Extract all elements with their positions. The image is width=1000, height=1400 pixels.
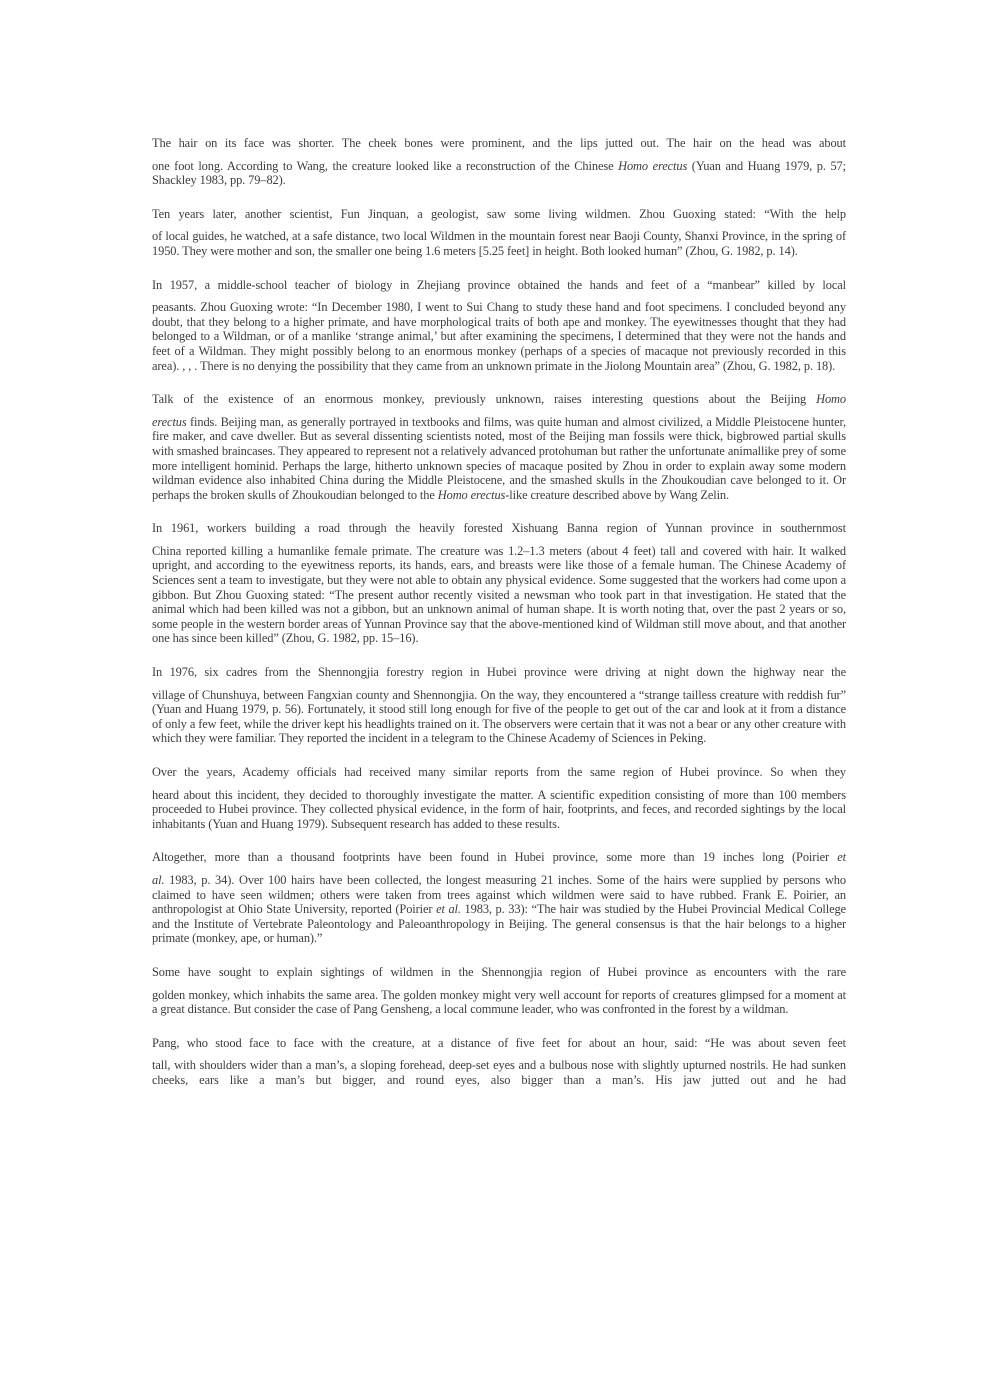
paragraph-first-line bbox=[152, 665, 846, 680]
paragraph bbox=[152, 665, 846, 746]
text-run: The hair on its face was shorter. The cheek bones were prominent, and the lips jutted out. The hair on the head was about bbox=[152, 136, 846, 150]
paragraph-first-line bbox=[152, 521, 846, 536]
paragraph-body bbox=[152, 544, 846, 646]
paragraph-first-line bbox=[152, 278, 846, 293]
text-run: In 1961, workers building a road through the heavily forested Xishuang Banna region of Yunnan province in southernmost bbox=[152, 521, 846, 536]
text-run: -like creature described above by Wang Zelin. bbox=[505, 487, 730, 502]
paragraph bbox=[152, 965, 846, 1017]
paragraph bbox=[152, 765, 846, 831]
paragraph-first-line bbox=[152, 850, 846, 865]
paragraph-first-line bbox=[152, 1036, 846, 1051]
italic-text-run: Homo erectus bbox=[437, 487, 506, 502]
text-run: Ten years later, another scientist, Fun Jinquan, a geologist, saw some living wildmen. Zhou Guoxing stated: “With the help bbox=[152, 206, 846, 221]
paragraph bbox=[152, 850, 846, 946]
italic-text-run: et al. bbox=[436, 902, 461, 917]
text-run: one foot long. According to Wang, the creature looked like a reconstruction of the Chinese bbox=[152, 158, 619, 173]
paragraph bbox=[152, 392, 846, 502]
paragraph-body bbox=[152, 1058, 846, 1087]
text-column bbox=[152, 136, 846, 1107]
text-run: of local guides, he watched, at a safe distance, two local Wildmen in the mountain forest near Baoji County, Shanxi Province, in the spring of 1950. They were mother and son, the smaller one being 1.6 meters [5.25 feet] in height. Both looked human” (Zhou, G. 1982, p. 14). bbox=[152, 229, 846, 258]
paragraph-body bbox=[152, 873, 846, 946]
paragraph-body bbox=[152, 300, 846, 373]
text-run: finds. Beijing man, as generally portrayed in textbooks and films, was quite human and almost civilized, a Middle Pleistocene hunter, fire maker, and cave dweller. But as several dissenting scientists noted, most of the Beijing man fossils were thick, bigbrowed partial skulls with smashed braincases. They appeared to represent not a relatively advanced protohuman but rather the unfortunate animallike prey of some more intelligent hominid. Perhaps the large, hitherto unknown species of macaque posited by Zhou in order to explain away some modern wildman evidence also inhabited China during the Middle Pleistocene, and the smashed skulls in the Zhoukoudian cave belonged to it. Or perhaps the broken skulls of Zhoukoudian belonged to the bbox=[152, 414, 846, 502]
paragraph bbox=[152, 1036, 846, 1088]
text-run: (Yuan and Huang 1979, p. 57; Shackley 1983, pp. 79–82). bbox=[152, 158, 846, 188]
paragraph-first-line bbox=[152, 392, 846, 407]
text-run: China reported killing a humanlike female primate. The creature was 1.2–1.3 meters (about 4 feet) tall and covered with hair. It walked upright, and according to the eyewitness reports, its hands, ears, and breasts were like those of a female human. The Chinese Academy of Sciences sent a team to investigate, but they were not able to obtain any physical evidence. Some suggested that the workers had come upon a gibbon. But Zhou Guoxing stated: “The present author recently visited a newsman who took part in that investigation. He stated that the animal which had been killed was not a gibbon, but an unknown animal of human shape. It is worth noting that, over the past 2 years or so, some people in the western border areas of Yunnan Province say that the above-mentioned kind of Wildman still move about, and that another one has since been killed” (Zhou, G. 1982, pp. 15–16). bbox=[152, 543, 846, 646]
text-run: heard about this incident, they decided to thoroughly investigate the matter. A scientific expedition consisting of more than 100 members proceeded to Hubei province. They collected physical evidence, in the form of hair, footprints, and feces, and recorded sightings by the local inhabitants (Yuan and Huang 1979). Subsequent research has added to these results. bbox=[152, 787, 846, 831]
text-run: Altogether, more than a thousand footprints have been found in Hubei province, some more than 19 inches long (Poirier bbox=[152, 850, 838, 865]
italic-text-run: erectus bbox=[152, 414, 187, 429]
text-run: In 1976, six cadres from the Shennongjia forestry region in Hubei province were driving at night down the highway near the bbox=[152, 665, 846, 680]
paragraph-first-line bbox=[152, 765, 846, 780]
text-run: In 1957, a middle-school teacher of biology in Zhejiang province obtained the hands and feet of a “manbear” killed by local bbox=[152, 277, 846, 292]
italic-text-run: Homo erectus bbox=[618, 158, 688, 173]
paragraph-body bbox=[152, 159, 846, 188]
text-run: Talk of the existence of an enormous monkey, previously unknown, raises interesting questions about the Beijing bbox=[152, 392, 817, 407]
paragraph-first-line bbox=[152, 965, 846, 980]
paragraph-body bbox=[152, 229, 846, 258]
paragraph bbox=[152, 136, 846, 188]
paragraph-body bbox=[152, 788, 846, 832]
text-run: Pang, who stood face to face with the creature, at a distance of five feet for about an hour, said: “He was about seven feet bbox=[152, 1035, 846, 1050]
paragraph-body bbox=[152, 988, 846, 1017]
text-run: peasants. Zhou Guoxing wrote: “In December 1980, I went to Sui Chang to study these hand and foot specimens. I concluded beyond any doubt, that they belong to a higher primate, and have morphological traits of both ape and monkey. The eyewitnesses thought that they had belonged to a Wildman, or of a manlike ‘strange animal,’ but after examining the specimens, I determined that they were not the hands and feet of a Wildman. They might possibly belong to an enormous monkey (perhaps of a species of macaque not previously recorded in this area). , , . There is no denying the possibility that they came from an unknown primate in the Jiolong Mountain area” (Zhou, G. 1982, p. 18). bbox=[152, 300, 846, 373]
italic-text-run: al. bbox=[152, 872, 165, 887]
paragraph-first-line bbox=[152, 136, 846, 151]
text-run: 1983, p. 33): “The hair was studied by the Hubei Provincial Medical College and the Institute of Vertebrate Paleontology and Paleoanthropology in Beijing. The general consensus is that the hair belongs to a higher primate (monkey, ape, or human).” bbox=[152, 902, 846, 946]
paragraph-first-line bbox=[152, 207, 846, 222]
text-run: Some have sought to explain sightings of wildmen in the Shennongjia region of Hubei province as encounters with the rare bbox=[152, 964, 846, 979]
text-run: Over the years, Academy officials had received many similar reports from the same region of Hubei province. So when they bbox=[152, 765, 846, 779]
italic-text-run: Homo bbox=[816, 392, 846, 407]
paragraph bbox=[152, 278, 846, 374]
paragraph bbox=[152, 521, 846, 646]
text-run: golden monkey, which inhabits the same area. The golden monkey might very well account for reports of creatures glimpsed for a moment at a great distance. But consider the case of Pang Gensheng, a local commune leader, who was confronted in the forest by a wildman. bbox=[152, 987, 846, 1017]
paragraph-body bbox=[152, 688, 846, 746]
text-run: tall, with shoulders wider than a man’s, a sloping forehead, deep-set eyes and a bulbous nose with slightly upturned nostrils. He had sunken cheeks, ears like a man’s but bigger, and round eyes, also bigger than a man’s. His jaw jutted out and he had bbox=[152, 1058, 846, 1087]
text-run: village of Chunshuya, between Fangxian county and Shennongjia. On the way, they encountered a “strange tailless creature with reddish fur” (Yuan and Huang 1979, p. 56). Fortunately, it stood still long enough for five of the people to get out of the car and look at it from a distance of only a few feet, while the driver kept his headlights trained on it. The observers were certain that it was not a bear or any other creature with which they were familiar. They reported the incident in a telegram to the Chinese Academy of Sciences in Peking. bbox=[152, 687, 846, 746]
text-run: 1983, p. 34). Over 100 hairs have been collected, the longest measuring 21 inches. Some of the hairs were supplied by persons who claimed to have seen wildmen; others were taken from trees against which wildmen were said to have rubbed. Frank E. Poirier, an anthropologist at Ohio State University, reported (Poirier bbox=[152, 872, 846, 917]
paragraph-body bbox=[152, 415, 846, 503]
paragraph bbox=[152, 207, 846, 259]
italic-text-run: et bbox=[837, 850, 846, 865]
